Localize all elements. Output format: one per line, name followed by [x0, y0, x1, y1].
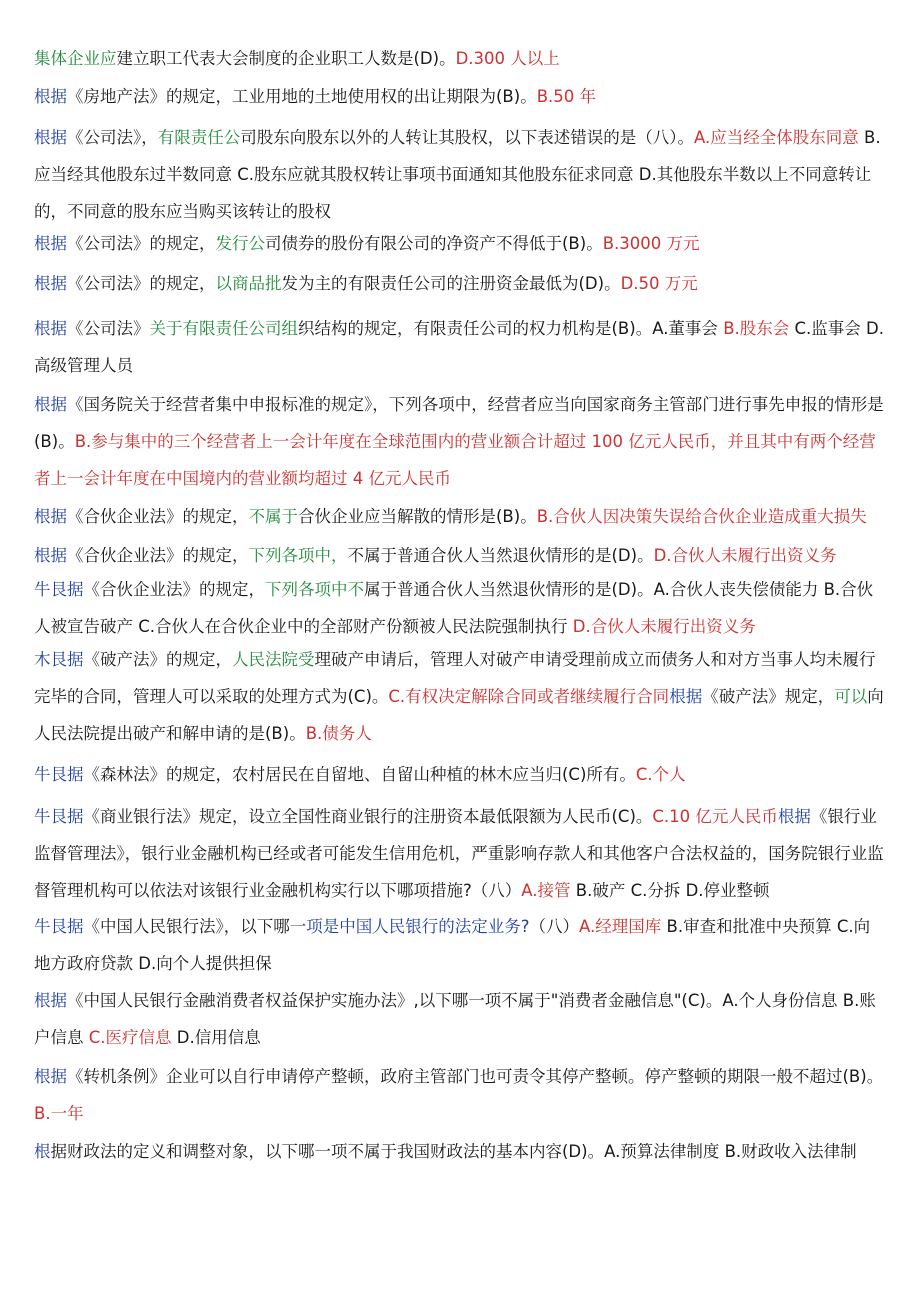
question-text-segment: 根据	[34, 274, 67, 293]
question-text-segment: 牛艮据	[34, 580, 84, 599]
question-paragraph	[34, 982, 886, 1056]
question-text-segment: 《中国人民银行法》，以下哪	[83, 917, 290, 936]
question-text-segment: 《公司法》的规定，	[67, 234, 216, 253]
question-text-segment: 《中国人民银行金融消费者权益保护实施办法》,以下哪一项不属于"消费者金融信息"(C)。A.个人身份信息 B.账户信息	[34, 991, 876, 1047]
question-text-segment: 人民法院受	[232, 650, 315, 669]
question-text-segment: 《破产法》的规定，	[83, 650, 232, 669]
question-paragraph	[34, 498, 886, 535]
question-text-segment: 根据	[34, 87, 67, 106]
question-paragraph	[34, 1058, 886, 1132]
answer-text: B.一年	[34, 1104, 84, 1123]
question-text-segment: 一项是中国人民银行的法定业务?	[289, 917, 530, 936]
answer-text: B.股东会	[723, 319, 790, 338]
question-text-segment: 《合伙企业法》的规定，	[83, 580, 265, 599]
question-text-segment: D.信用信息	[171, 1028, 261, 1047]
question-paragraph	[34, 1133, 886, 1170]
question-text-segment: 根据	[34, 1067, 67, 1086]
question-text-segment: B.审查和批准中央预算 C.向地方政府贷款 D.向个人提供担保	[34, 917, 871, 973]
question-text-segment: 《合伙企业法》的规定，	[67, 546, 249, 565]
question-text-segment: 司股东向股东以外的人转让其股权，以下表述错误的是（八）。	[240, 128, 694, 147]
question-text-segment: 《公司法》的规定，	[67, 274, 216, 293]
question-paragraph	[34, 537, 886, 574]
answer-text: B.参与集中的三个经营者上一会计年度在全球范围内的营业额合计超过 100 亿元人民币，并且其中有两个经营者上一会计年度在中国境内的营业额均超过 4 亿元人民币	[34, 432, 876, 488]
question-text-segment: 《森林法》的规定，农村居民在自留地、自留山种植的林木应当归(C)所有。	[83, 765, 636, 784]
question-text-segment: 牛艮据	[34, 917, 84, 936]
question-paragraph	[34, 265, 886, 302]
answer-text: B.3000 万元	[602, 234, 700, 253]
question-paragraph	[34, 756, 886, 793]
answer-text: D.合伙人未履行出资义务	[653, 546, 837, 565]
question-text-segment: 理破产申请后，管理人对破产申请受理前成立而债务人和对方当事人均未履行完毕的合同，管理人可以采取的处理方式为(C)。	[34, 650, 876, 706]
question-text-segment: 《商业银行法》规定，设立全国性商业银行的注册资本最低限额为人民币(C)。	[83, 807, 653, 826]
question-text-segment: 根据	[669, 687, 703, 706]
question-paragraph	[34, 641, 886, 752]
question-text-segment: 建立职工代表大会制度的企业职工人数是(D)。	[116, 49, 456, 68]
answer-text: C.有权决定解除合同或者继续履行合同	[388, 687, 670, 706]
question-text-segment: 集体企业应	[34, 49, 117, 68]
question-text-segment: 属于普通合伙人当然退伙情形的是(D)。A.合伙人丧失偿债能力 B.合伙人被宣告破产 C.合伙人在合伙企业中的全部财产份额被人民法院强制执行	[34, 580, 874, 636]
answer-text: B.50 年	[536, 87, 597, 106]
answer-text: D.50 万元	[620, 274, 698, 293]
question-text-segment: 下列各项中，	[248, 546, 348, 565]
question-text-segment: 根据	[34, 507, 67, 526]
question-text-segment: 向人民法院提出破产和解申请的是(B)。	[34, 687, 884, 743]
answer-text: A.应当经全体股东同意	[694, 128, 859, 147]
question-text-segment: 《银行业监督管理法》，银行业金融机构已经或者可能发生信用危机，严重影响存款人和其他客户合法权益的，国务院银行业监督管理机构可以依法对该银行业金融机构实行以下哪项措施?（八）	[34, 807, 884, 900]
question-text-segment: 根据	[777, 807, 811, 826]
question-paragraph	[34, 40, 886, 77]
question-text-segment: 《国务院关于经营者集中申报标准的规定》，下列各项中，经营者应当向国家商务主管部门进行事先申报的情形是(B)。	[34, 395, 884, 451]
question-text-segment: 以商品批	[215, 274, 282, 293]
question-text-segment: 《转机条例》企业可以自行申请停产整顿，政府主管部门也可责令其停产整顿。停产整顿的期限一般不超过(B)。	[67, 1067, 884, 1086]
question-text-segment: 可以	[834, 687, 868, 706]
question-text-segment: C.监事会 D.高级管理人员	[34, 319, 884, 375]
question-text-segment: 有限责任公	[157, 128, 241, 147]
question-text-segment: 根据	[34, 546, 67, 565]
question-text-segment: 织结构的规定，有限责任公司的权力机构是(B)。A.董事会	[298, 319, 724, 338]
answer-text: C.个人	[635, 765, 686, 784]
question-text-segment: 木艮据	[34, 650, 84, 669]
question-text-segment: 根据	[34, 395, 67, 414]
question-text-segment: 牛艮据	[34, 807, 84, 826]
question-text-segment: 不属于普通合伙人当然退伙情形的是(D)。	[347, 546, 654, 565]
question-paragraph	[34, 571, 886, 645]
question-paragraph	[34, 310, 886, 384]
question-text-segment: 根据	[34, 234, 67, 253]
question-text-segment: 根据	[34, 128, 67, 147]
question-paragraph	[34, 78, 886, 115]
answer-text: D.合伙人未履行出资义务	[572, 617, 756, 636]
question-text-segment: 司债券的股份有限公司的净资产不得低于(B)。	[265, 234, 603, 253]
question-text-segment: 据财政法的定义和调整对象，以下哪一项不属于我国财政法的基本内容(D)。A.预算法律制度 B.财政收入法律制	[50, 1142, 857, 1161]
question-text-segment: 发为主的有限责任公司的注册资金最低为(D)。	[281, 274, 621, 293]
question-text-segment: 根据	[34, 319, 67, 338]
answer-text: D.300 人以上	[455, 49, 560, 68]
question-text-segment: 发行公	[215, 234, 265, 253]
answer-text: A.接管	[521, 881, 571, 900]
answer-text: B.合伙人因决策失误给合伙企业造成重大损失	[536, 507, 867, 526]
question-paragraph	[34, 386, 886, 497]
question-text-segment: 下列各项中不	[265, 580, 364, 599]
question-text-segment: 《公司法》，	[67, 128, 158, 147]
question-paragraph	[34, 798, 886, 909]
question-text-segment: 《破产法》规定，	[702, 687, 835, 706]
question-text-segment: 《合伙企业法》的规定，	[67, 507, 249, 526]
question-text-segment: 关于有限责任公司组	[149, 319, 298, 338]
question-text-segment: 不属于	[248, 507, 298, 526]
question-text-segment: 牛艮据	[34, 765, 84, 784]
question-text-segment: 根	[34, 1142, 51, 1161]
question-text-segment: 《公司法》	[67, 319, 150, 338]
question-paragraph	[34, 908, 886, 982]
question-paragraph	[34, 225, 886, 262]
question-text-segment: 合伙企业应当解散的情形是(B)。	[298, 507, 537, 526]
answer-text: A.经理国库	[579, 917, 662, 936]
question-text-segment: B.应当经其他股东过半数同意 C.股东应就其股权转让事项书面通知其他股东征求同意 D.其他股东半数以上不同意转让的，不同意的股东应当购买该转让的股权	[34, 128, 881, 221]
question-text-segment: 根据	[34, 991, 67, 1010]
question-text-segment: B.破产 C.分拆 D.停业整顿	[570, 881, 770, 900]
answer-text: C.医疗信息	[88, 1028, 172, 1047]
question-text-segment: 《房地产法》的规定，工业用地的土地使用权的出让期限为(B)。	[67, 87, 537, 106]
question-text-segment: （八）	[529, 917, 580, 936]
question-paragraph	[34, 119, 886, 230]
answer-text: C.10 亿元人民币	[652, 807, 778, 826]
answer-text: B.债务人	[305, 724, 372, 743]
